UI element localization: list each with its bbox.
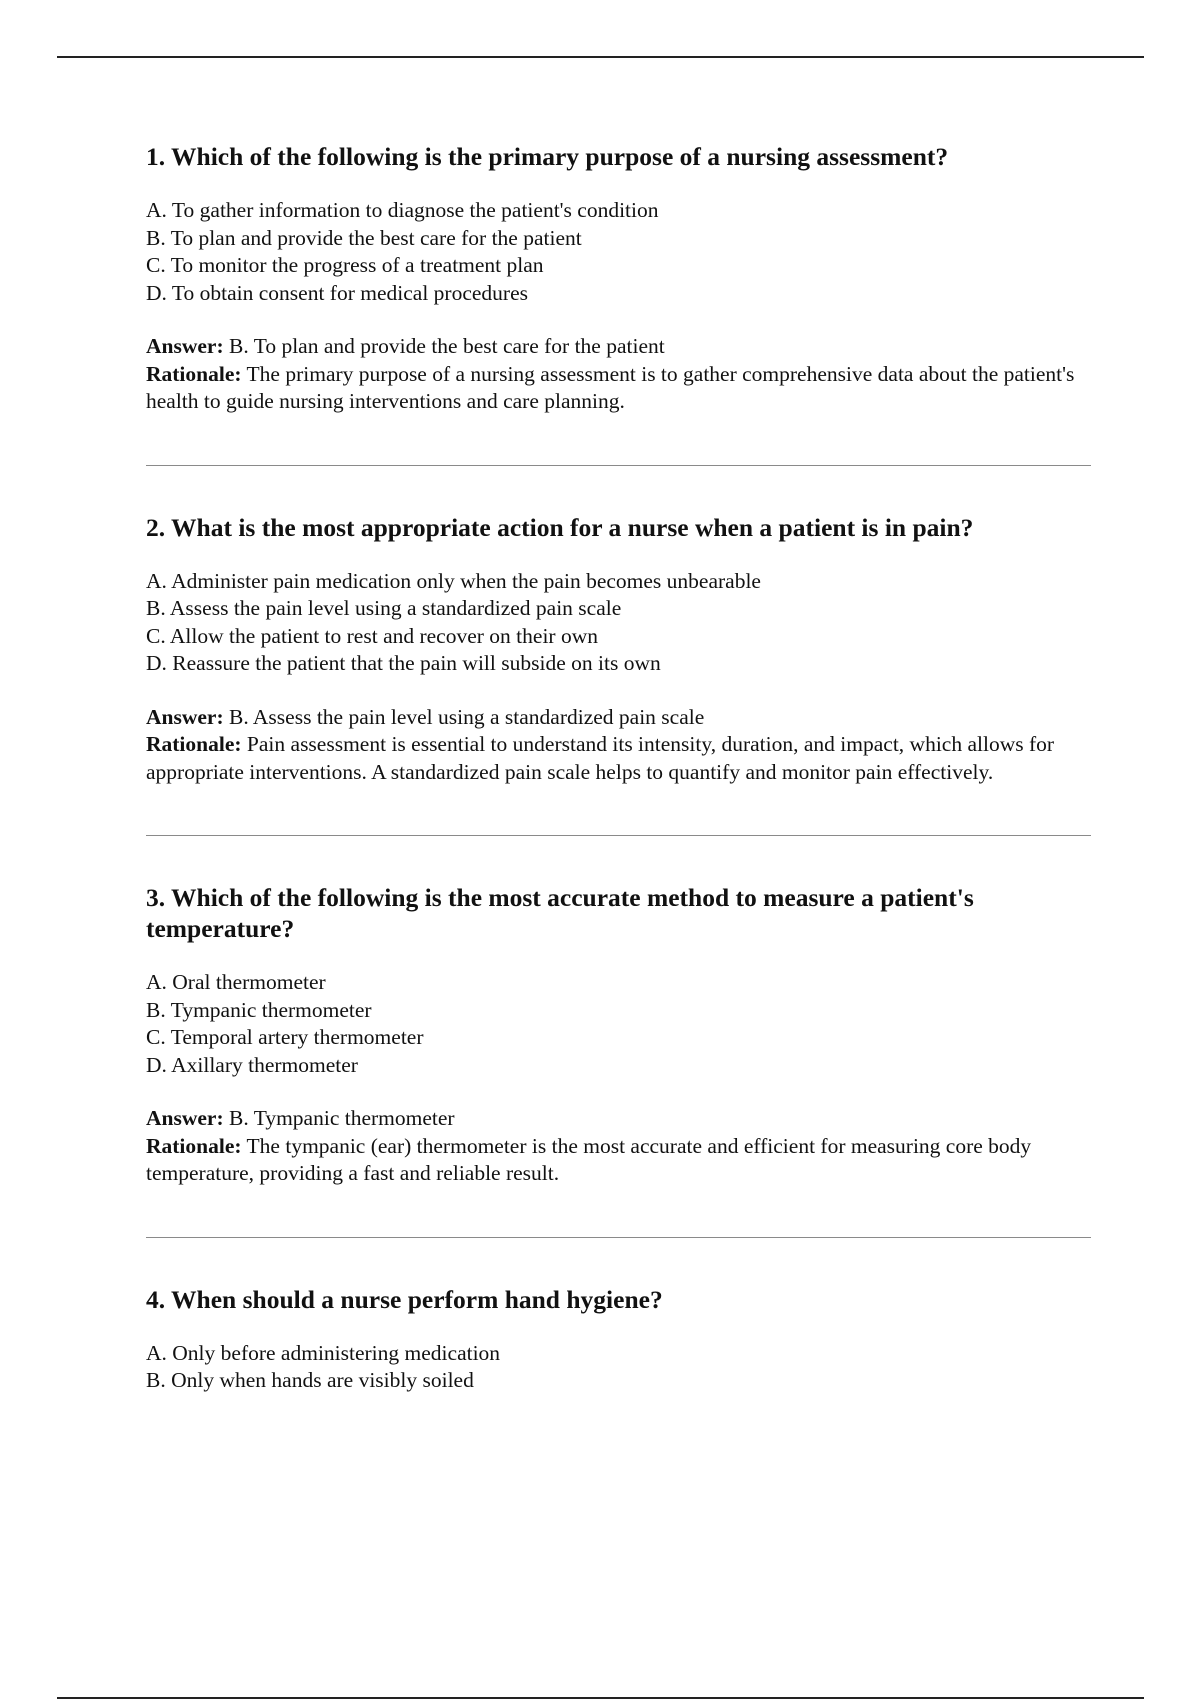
rationale-line	[146, 731, 1091, 786]
rationale-label: Rationale:	[146, 361, 242, 386]
option-list	[146, 197, 1091, 307]
answer-text: B. Tympanic thermometer	[229, 1106, 455, 1130]
question-divider	[146, 465, 1091, 466]
rationale-text: The tympanic (ear) thermometer is the most accurate and efficient for measuring core body temperature, providing a fast and reliable result.	[146, 1133, 1032, 1185]
answer-line	[146, 704, 1091, 732]
answer-block	[146, 333, 1091, 416]
rationale-line	[146, 1133, 1091, 1188]
option-b: B. Assess the pain level using a standardized pain scale	[146, 596, 622, 620]
option-b: B. Tympanic thermometer	[146, 997, 372, 1022]
page-top-rule	[57, 56, 1144, 58]
option-b: B. To plan and provide the best care for the patient	[146, 225, 582, 250]
question-title: 2. What is the most appropriate action for a nurse when a patient is in pain?	[146, 512, 974, 542]
option-d: D. To obtain consent for medical procedures	[146, 280, 528, 305]
answer-line	[146, 333, 1091, 361]
question-title: 1. Which of the following is the primary purpose of a nursing assessment?	[146, 142, 949, 171]
rationale-label: Rationale:	[146, 732, 242, 756]
rationale-line	[146, 361, 1091, 416]
option-a: A. To gather information to diagnose the patient's condition	[146, 198, 659, 222]
question-title: 3. Which of the following is the most accurate method to measure a patient's temperature?	[146, 883, 974, 943]
answer-label: Answer:	[146, 334, 224, 358]
answer-label: Answer:	[146, 704, 224, 729]
option-d: D. Axillary thermometer	[146, 1052, 358, 1077]
option-a: A. Oral thermometer	[146, 970, 326, 994]
answer-text: B. To plan and provide the best care for the patient	[229, 334, 665, 358]
quiz-content	[146, 141, 1091, 1421]
page-bottom-rule	[57, 1697, 1144, 1699]
option-list	[146, 969, 1091, 1079]
option-c: C. Allow the patient to rest and recover on their own	[146, 623, 598, 648]
rationale-label: Rationale:	[146, 1133, 242, 1158]
question-3	[146, 882, 1091, 1188]
option-a: A. Administer pain medication only when the pain becomes unbearable	[146, 568, 761, 593]
question-title: 4. When should a nurse perform hand hygiene?	[146, 1284, 663, 1314]
option-c: C. To monitor the progress of a treatment plan	[146, 253, 544, 277]
rationale-text: Pain assessment is essential to understand its intensity, duration, and impact, which allows for appropriate interventions. A standardized pain scale helps to quantify and monitor pain effectively.	[146, 732, 1055, 784]
answer-label: Answer:	[146, 1106, 224, 1130]
answer-text: B. Assess the pain level using a standardized pain scale	[229, 704, 705, 729]
answer-line	[146, 1105, 1091, 1133]
option-list	[146, 568, 1091, 678]
rationale-text: The primary purpose of a nursing assessment is to gather comprehensive data about the patient's health to guide nursing interventions and care planning.	[146, 361, 1075, 413]
answer-block	[146, 704, 1091, 787]
question-2	[146, 512, 1091, 787]
question-1	[146, 141, 1091, 416]
option-list	[146, 1340, 1091, 1395]
question-4	[146, 1284, 1091, 1395]
option-a: A. Only before administering medication	[146, 1340, 501, 1365]
question-divider	[146, 1237, 1091, 1238]
option-c: C. Temporal artery thermometer	[146, 1025, 424, 1049]
answer-block	[146, 1105, 1091, 1188]
question-divider	[146, 835, 1091, 836]
option-d: D. Reassure the patient that the pain will subside on its own	[146, 651, 661, 675]
option-b: B. Only when hands are visibly soiled	[146, 1368, 474, 1392]
